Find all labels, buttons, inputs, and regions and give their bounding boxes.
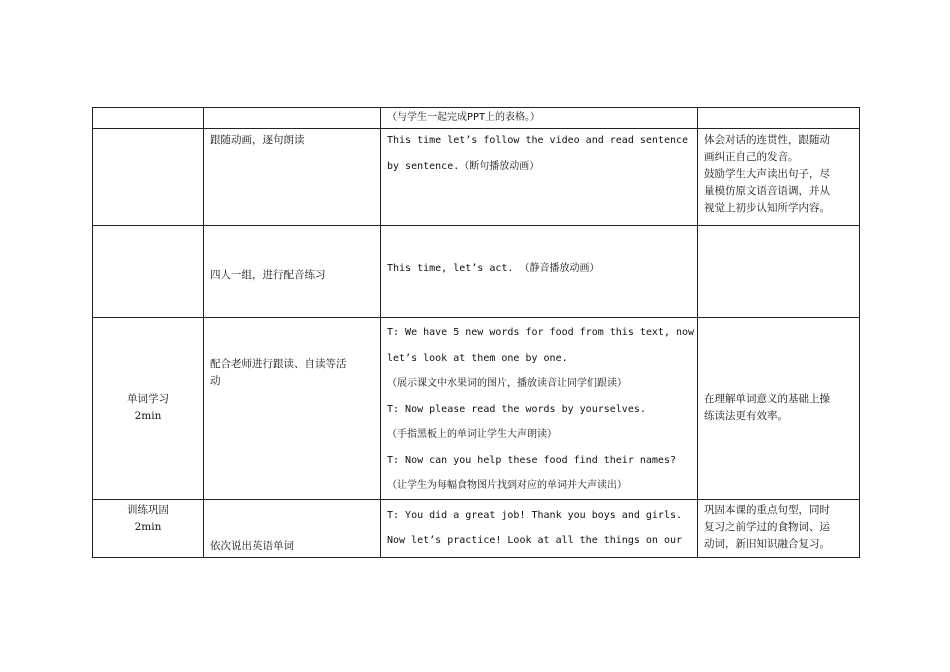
teacher-activity-cell bbox=[381, 108, 698, 129]
table-row bbox=[93, 226, 860, 318]
teacher-activity-cell bbox=[381, 226, 698, 318]
design-intent-cell bbox=[698, 226, 860, 318]
text-line: （展示课文中水果词的图片，播放读音让同学们跟读） bbox=[387, 378, 627, 389]
table-row bbox=[93, 108, 860, 129]
text-line: T: Now can you help these food find their names? bbox=[387, 454, 676, 466]
stage-cell bbox=[93, 108, 204, 129]
stage-duration: 2min bbox=[134, 410, 162, 423]
text-line: 动词，新旧知识融合复习。 bbox=[704, 537, 830, 550]
text-line: 四人一组，进行配音练习 bbox=[210, 269, 326, 281]
text-line: T: We have 5 new words for food from this text, now bbox=[387, 327, 695, 338]
design-intent-cell bbox=[698, 499, 860, 557]
text-line: （手指黑板上的单词让学生大声朗读） bbox=[387, 429, 557, 440]
design-intent-cell bbox=[698, 108, 860, 129]
text-line: 体会对话的连贯性，跟随动 bbox=[704, 134, 830, 146]
text-line: 跟随动画，逐句朗读 bbox=[210, 134, 305, 146]
text-line: Now let’s practice! Look at all the things on our bbox=[387, 534, 683, 546]
text-line: let’s look at them one by one. bbox=[387, 352, 568, 364]
teacher-activity-cell bbox=[381, 129, 698, 226]
text-line: 在理解单词意义的基础上操 bbox=[704, 393, 830, 406]
text-line: by sentence.（断句播放动画） bbox=[387, 161, 540, 172]
text-line: 巩固本课的重点句型，同时 bbox=[704, 503, 830, 516]
table-row bbox=[93, 318, 860, 500]
text-line: T: Now please read the words by yourselves. bbox=[387, 403, 646, 415]
stage-cell bbox=[93, 226, 204, 318]
text-line: 画纠正自己的发音。 bbox=[704, 151, 799, 163]
text-line: This time let’s follow the video and read sentence bbox=[387, 135, 689, 146]
text-line: 配合老师进行跟读、自读等活 bbox=[210, 358, 347, 370]
student-activity-cell bbox=[204, 108, 381, 129]
table-row bbox=[93, 499, 860, 557]
stage-cell bbox=[93, 499, 204, 557]
stage-cell bbox=[93, 129, 204, 226]
table-row bbox=[93, 129, 860, 226]
text-line: 视觉上初步认知所学内容。 bbox=[704, 202, 830, 214]
text-line: 练读法更有效率。 bbox=[704, 410, 788, 423]
design-intent-cell bbox=[698, 318, 860, 500]
text-line: 鼓励学生大声读出句子，尽 bbox=[704, 168, 830, 180]
stage-name: 训练巩固 bbox=[127, 503, 169, 516]
text-line: This time, let’s act. （静音播放动画） bbox=[387, 263, 600, 274]
design-intent-cell bbox=[698, 129, 860, 226]
student-activity-cell bbox=[204, 499, 381, 557]
text-line: T: You did a great job! Thank you boys and girls. bbox=[387, 509, 683, 521]
stage-name: 单词学习 bbox=[127, 393, 169, 406]
text-line: 复习之前学过的食物词、运 bbox=[704, 520, 830, 533]
text-line: 动 bbox=[210, 375, 221, 387]
text-line: （让学生为每幅食物图片找到对应的单词并大声读出） bbox=[387, 480, 627, 491]
stage-cell bbox=[93, 318, 204, 500]
text-line: （与学生一起完成PPT上的表格。） bbox=[387, 112, 541, 123]
teacher-activity-cell bbox=[381, 318, 698, 500]
text-line: 量模仿原文语音语调，并从 bbox=[704, 185, 830, 197]
student-activity-cell bbox=[204, 226, 381, 318]
student-activity-cell bbox=[204, 318, 381, 500]
text-line: 依次说出英语单词 bbox=[210, 539, 294, 552]
lesson-plan-table bbox=[92, 107, 860, 558]
teacher-activity-cell bbox=[381, 499, 698, 557]
student-activity-cell bbox=[204, 129, 381, 226]
stage-duration: 2min bbox=[134, 520, 162, 533]
